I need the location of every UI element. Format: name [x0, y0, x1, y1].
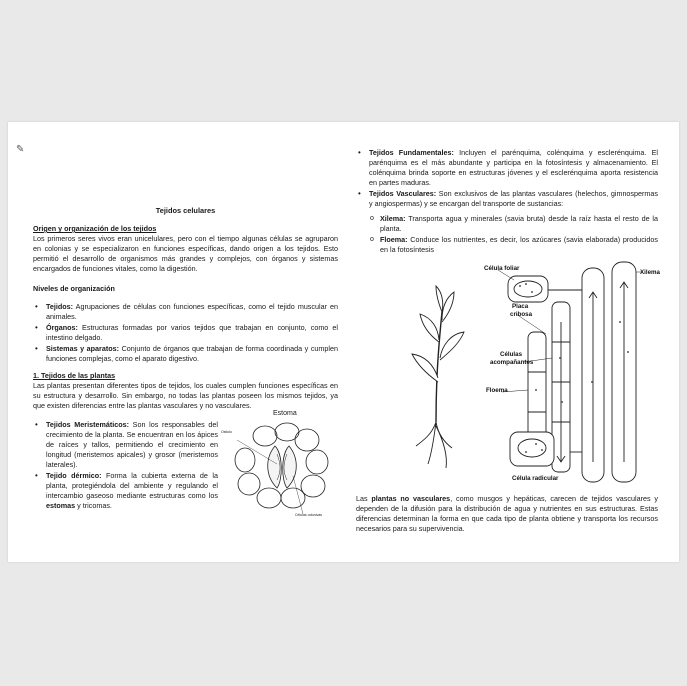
vascular-sublist: [356, 214, 658, 255]
tissue-list: [33, 420, 218, 511]
label-placa-cribosa: Placa cribosa: [510, 303, 533, 318]
non-vascular-text: Las plantas no vasculares, como musgos y hepáticas, carecen de tejidos vasculares y dependen de la difusión para la distribución de agua y nutrientes en sus estructuras. Estas diferencias determinan la forma en que cada tipo de planta obtiene y transporta los recursos necesarios para su supervivencia.: [356, 494, 658, 533]
tissue-types-continued: [356, 148, 658, 256]
label-xilema: Xilema: [640, 269, 660, 276]
pencil-icon: ✎: [16, 144, 25, 155]
section-origin-body: Los primeros seres vivos eran unicelulares, pero con el tiempo algunas células se agruparon en colonias y se especializaron en funciones específicas, dando origen a los tejidos. Esto permitió el desarrollo de organismos más grandes y complejos, con órganos y sistemas encargados de funciones vitales, como la digestión.: [33, 234, 338, 273]
section-levels: [33, 284, 338, 365]
list-item: • Tejidos Meristemáticos: Son los responsables del crecimiento de la planta. Se encuentran en los ápices de raíces y tallos, permitiendo el crecimiento en longitud (meristemos apicales) y grosor (meristemos laterales).: [33, 420, 218, 470]
section-plant-tissues-body: Las plantas presentan diferentes tipos de tejidos, los cuales cumplen funciones específicas en su estructura y desarrollo. Sin embargo, no todas las plantas poseen los mismos tejidos, ya que existen diferencias entre las plantas vasculares y no vasculares.: [33, 381, 338, 410]
section-plant-tissues-heading: 1. Tejidos de las plantas: [33, 371, 116, 380]
section-plant-tissues: [33, 371, 338, 411]
section-origin: [33, 224, 338, 274]
stoma-title: Estoma: [273, 410, 297, 417]
list-item: • Sistemas y aparatos: Conjunto de órganos que trabajan de forma coordinada y cumplen funciones complejas, como el aparato digestivo.: [33, 344, 338, 364]
list-item: o Floema: Conduce los nutrientes, es decir, los azúcares (savia elaborada) producidos en la fotosíntesis: [356, 235, 658, 255]
guard-cells-label: Células oclusivas: [295, 513, 323, 517]
label-celula-radicular: Célula radicular: [512, 475, 559, 482]
list-item: • Tejidos Vasculares: Son exclusivos de las plantas vasculares (helechos, gimnospermas y angiospermas) y se encargan del transporte de sustancias:: [356, 189, 658, 209]
list-item: • Tejido dérmico: Forma la cubierta externa de la planta, protegiéndola del ambiente y regulando el intercambio gaseoso mediante estructuras como los estomas y tricomas.: [33, 471, 218, 511]
document-title: Tejidos celulares: [155, 206, 216, 215]
label-celulas-acompanantes: Células acompañantes: [490, 351, 534, 366]
tissue-types: [33, 420, 218, 512]
section-origin-heading: Origen y organización de los tejidos: [33, 224, 157, 233]
document-page: [8, 122, 679, 562]
section-levels-heading: Niveles de organización: [33, 284, 115, 293]
label-floema: Floema: [486, 387, 508, 394]
ostiolo-label: Ostiolo: [221, 430, 232, 434]
non-vascular-paragraph: [356, 494, 658, 534]
tissue-list-continued: [356, 148, 658, 209]
vascular-tissue-diagram: [406, 262, 660, 487]
vascular-diagram-svg: [406, 262, 660, 487]
list-item: • Tejidos: Agrupaciones de células con funciones específicas, como el tejido muscular en animales.: [33, 302, 338, 322]
list-item: o Xilema: Transporta agua y minerales (savia bruta) desde la raíz hasta el resto de la planta.: [356, 214, 658, 234]
list-item: • Tejidos Fundamentales: Incluyen el parénquima, colénquima y esclerénquima. El parénquima es el más abundante y participa en la fotosíntesis y almacenamiento. El colénquima brinda soporte en estructuras jóvenes y el esclerénquima aporta resistencia en partes maduras.: [356, 148, 658, 188]
levels-list: [33, 302, 338, 364]
stoma-figure: [221, 410, 339, 522]
label-celula-foliar: Célula foliar: [484, 265, 520, 272]
list-item: • Órganos: Estructuras formadas por varios tejidos que trabajan en conjunto, como el intestino delgado.: [33, 323, 338, 343]
stoma-diagram: [229, 418, 339, 530]
